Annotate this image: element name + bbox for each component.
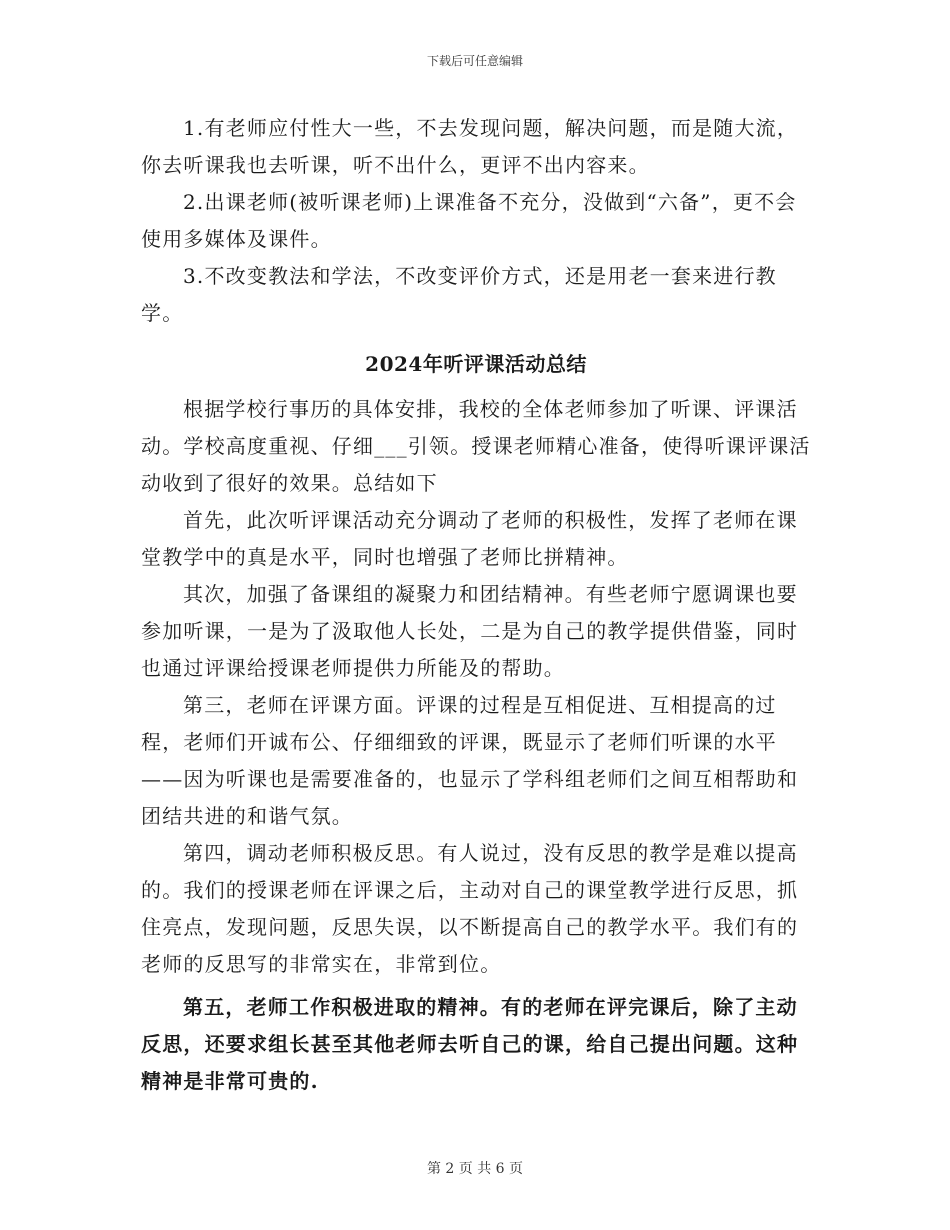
- list-item: 2.出课老师(被听课老师)上课准备不充分，没做到“六备”，更不会使用多媒体及课件。: [141, 190, 797, 251]
- list-item: 3.不改变教法和学法，不改变评价方式，还是用老一套来进行教学。: [141, 264, 777, 325]
- body-paragraph: 首先，此次听评课活动充分调动了老师的积极性，发挥了老师在课堂教学中的真是水平，同时也增强了老师比拼精神。: [141, 508, 798, 569]
- body-paragraph: 第四，调动老师积极反思。有人说过，没有反思的教学是难以提高的。我们的授课老师在评课之后，主动对自己的课堂教学进行反思，抓住亮点，发现问题，反思失误，以不断提高自己的教学水平。我们有的老师的反思写的非常实在，非常到位。: [141, 841, 799, 976]
- list-item: 1.有老师应付性大一些，不去发现问题，解决问题，而是随大流，你去听课我也去听课，听不出什么，更评不出内容来。: [141, 116, 799, 177]
- section-title: 2024年听评课活动总结: [365, 352, 587, 376]
- body-paragraph: 其次，加强了备课组的凝聚力和团结精神。有些老师宁愿调课也要参加听课，一是为了汲取他人长处，二是为自己的教学提供借鉴，同时也通过评课给授课老师提供力所能及的帮助。: [141, 582, 799, 680]
- document-body: [141, 110, 811, 1100]
- page-header: 下载后可任意编辑: [426, 54, 523, 68]
- page-number: 第 2 页 共 6 页: [426, 1161, 524, 1177]
- bold-paragraph: 第五，老师工作积极进取的精神。有的老师在评完课后，除了主动反思，还要求组长甚至其他老师去听自己的课，给自己提出问题。这种精神是非常可贵的.: [141, 995, 799, 1093]
- body-paragraph: 根据学校行事历的具体安排，我校的全体老师参加了听课、评课活动。学校高度重视、仔细___引领。授课老师精心准备，使得听课评课活动收到了很好的效果。总结如下: [141, 397, 811, 495]
- body-paragraph: 第三，老师在评课方面。评课的过程是互相促进、互相提高的过程，老师们开诚布公、仔细细致的评课，既显示了老师们听课的水平——因为听课也是需要准备的，也显示了学科组老师们之间互相帮助和团结共进的和谐气氛。: [141, 693, 799, 828]
